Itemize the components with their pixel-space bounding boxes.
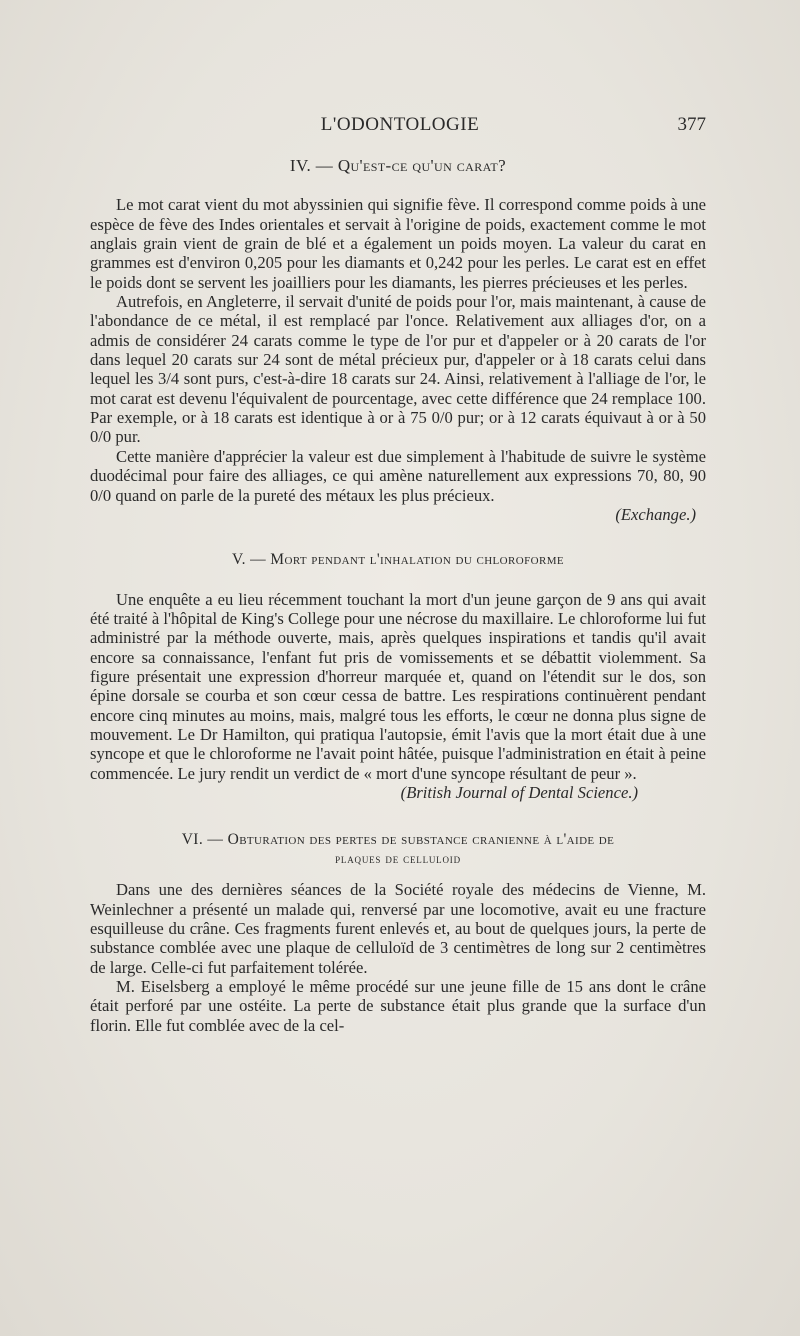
journal-title: L'ODONTOLOGIE [320, 114, 480, 135]
section-vi-paragraph-2: M. Eiselsberg a employé le même procédé sur une jeune fille de 15 ans dont le crâne était perforé par une ostéite. La perte de substance était plus grande que la surface d'un florin. Elle fut comblée avec de la cel- [90, 977, 706, 1035]
section-iv-paragraph-3: Cette manière d'apprécier la valeur est due simplement à l'habitude de suivre le système duodécimal pour faire des alliages, ce qui amène naturellement aux expressions 70, 80, 90 0/0 quand on parle de la pureté des métaux les plus précieux. [90, 446, 706, 505]
section-iv-paragraph-2: Autrefois, en Angleterre, il servait d'unité de poids pour l'or, mais maintenant, à cause de l'abondance de ce métal, il est remplacé par l'once. Relativement aux alliages d'or, on a admis de considérer 24 carats comme le type de l'or pur et d'appeler or à 20 carats de l'or dans lequel 20 carats sur 24 sont de métal précieux pur, d'appeler or à 18 carats celui dans lequel les 3/4 sont purs, c'est-à-dire 18 carats sur 24. Ainsi, relativement à l'alliage de l'or, le mot carat est devenu l'équivalent de pourcentage, avec cette différence que 24 remplace 100. Par exemple, or à 18 carats est identique à or à 75 0/0 pur; or à 12 carats équivaut à or à 50 0/0 pur. [90, 292, 706, 447]
section-vi-paragraph-1: Dans une des dernières séances de la Société royale des médecins de Vienne, M. Weinlechner a présenté un malade qui, renversé par une locomotive, avait eu une fracture esquilleuse du crâne. Ces fragments furent enlevés et, au bout de quelques jours, la perte de substance comblée avec une plaque de celluloïd de 3 centimètres de long sur 2 centimètres de large. Celle-ci fut parfaitement tolérée. [90, 880, 706, 977]
section-v-source: (British Journal of Dental Science.) [400, 782, 638, 802]
section-iv-source: (Exchange.) [615, 504, 696, 524]
section-iv-paragraph-1: Le mot carat vient du mot abyssinien qui signifie fève. Il correspond comme poids à une espèce de fève des Indes orientales et servait à l'origine de poids, exactement comme le mot anglais grain vient de grain de blé et a également un poids moyen. La valeur du carat en grammes est d'environ 0,205 pour les diamants et 0,242 pour les perles. Le carat est en effet le poids dont se servent les joailliers pour les diamants, les pierres précieuses et les perles. [90, 195, 706, 292]
page-body [90, 152, 706, 1035]
section-heading-iv: IV. — Qu'est-ce qu'un carat? [289, 156, 507, 175]
page-number: 377 [677, 114, 706, 135]
section-v-paragraph-1: Une enquête a eu lieu récemment touchant la mort d'un jeune garçon de 9 ans qui avait été traité à l'hôpital de King's College pour une nécrose du maxillaire. Le chloroforme lui fut administré par la méthode ouverte, mais, après quelques inspirations et tandis qu'il avait encore sa connaissance, l'enfant fut pris de vomissements et se débattit violemment. Sa figure présentait une expression d'horreur marquée et, quand on l'étendit sur le dos, son épine dorsale se courba et son cœur cessa de battre. Les respirations continuèrent pendant encore cinq minutes au moins, mais, malgré tous les efforts, le cœur ne donna plus signe de mouvement. Le Dr Hamilton, qui pratiqua l'autopsie, émit l'avis que la mort était due à une syncope et que le chloroforme ne l'avait point hâtée, puisque l'administration en était à peine commencée. Le jury rendit un verdict de « mort d'une syncope résultant de peur ». [90, 589, 706, 783]
section-heading-vi-line-2: plaques de celluloid [335, 851, 461, 867]
running-head [0, 114, 800, 138]
section-heading-v: V. — Mort pendant l'inhalation du chloroforme [231, 551, 564, 569]
section-heading-vi-line-1: VI. — Obturation des pertes de substance cranienne à l'aide de [181, 831, 615, 849]
section-heading-vi [90, 830, 706, 868]
